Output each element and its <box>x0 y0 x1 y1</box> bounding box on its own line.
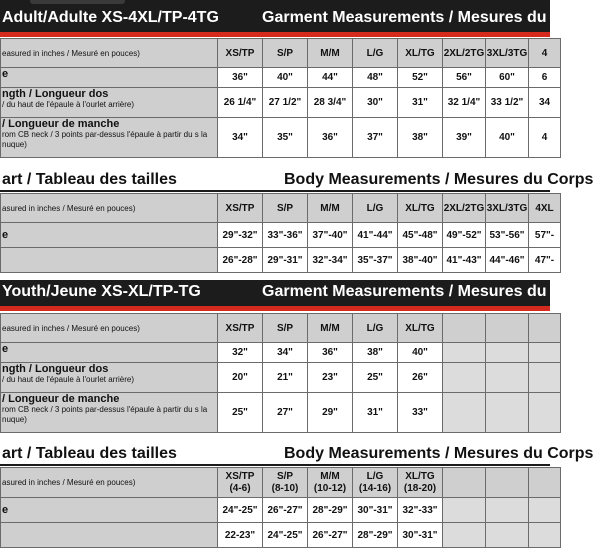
empty-cell <box>486 523 529 548</box>
empty-cell <box>443 498 486 523</box>
table-row <box>1 88 561 118</box>
youth-body-table <box>0 467 561 548</box>
empty-cell <box>443 468 486 498</box>
size-col-header: L/G <box>353 194 398 223</box>
table-row <box>1 118 561 158</box>
adult-body-size-header <box>1 194 561 223</box>
empty-cell <box>529 523 561 548</box>
table-cell: 23" <box>308 363 353 393</box>
table-cell: 45"-48" <box>398 223 443 248</box>
table-cell: 41"-44" <box>353 223 398 248</box>
empty-cell <box>529 314 561 343</box>
table-cell: 44"-46" <box>486 248 529 273</box>
size-col-header: L/G <box>353 39 398 68</box>
size-col-header: S/P <box>263 39 308 68</box>
table-cell: 32 1/4" <box>443 88 486 118</box>
section-rule <box>0 190 550 192</box>
table-cell: 30"-31" <box>353 498 398 523</box>
table-cell: 40" <box>263 68 308 88</box>
adult-garment-header <box>0 6 599 37</box>
youth-garment-subtitle: Garment Measurements / Mesures du Vêtem <box>262 283 599 300</box>
table-cell: 29"-32" <box>218 223 263 248</box>
empty-cell <box>486 498 529 523</box>
table-row <box>1 223 561 248</box>
table-cell: 26 1/4" <box>218 88 263 118</box>
row-label: e <box>2 504 9 516</box>
table-cell: 34 <box>529 88 561 118</box>
empty-cell <box>486 363 529 393</box>
age-range: (10-12) <box>313 482 347 494</box>
units-note: asured in inches / Mesuré en pouces) <box>1 194 218 223</box>
empty-cell <box>443 343 486 363</box>
table-cell: 34" <box>218 118 263 158</box>
table-cell: 33"-36" <box>263 223 308 248</box>
empty-cell <box>529 498 561 523</box>
size-col-header: 3XL/3TG <box>486 194 529 223</box>
table-cell: 39" <box>443 118 486 158</box>
table-row <box>1 523 561 548</box>
adult-garment-subtitle: Garment Measurements / Mesures du Vêtem <box>262 9 599 26</box>
age-range: (18-20) <box>403 482 437 494</box>
table-cell: 33" <box>398 393 443 433</box>
size-col-header: XS/TP <box>225 470 255 482</box>
table-cell: 26"-28" <box>218 248 263 273</box>
table-cell: 36" <box>308 118 353 158</box>
empty-cell <box>529 363 561 393</box>
table-row <box>1 343 561 363</box>
size-col-header: M/M <box>308 39 353 68</box>
size-col-header: S/P <box>276 470 294 482</box>
row-sublabel: rom CB neck / 3 points par-dessus l'épaule à partir du s la nuque) <box>2 405 208 424</box>
age-range: (4-6) <box>229 482 251 494</box>
units-note: asured in inches / Mesuré en pouces) <box>1 468 218 498</box>
size-col-header: XS/TP <box>218 314 263 343</box>
empty-cell <box>529 468 561 498</box>
row-sublabel: / du haut de l'épaule à l'ourlet arrière) <box>2 375 135 384</box>
table-cell: 27" <box>263 393 308 433</box>
row-label: e <box>2 343 9 355</box>
table-cell: 44" <box>308 68 353 88</box>
table-cell: 28"-29" <box>308 498 353 523</box>
empty-cell <box>443 363 486 393</box>
table-cell: 24"-25" <box>263 523 308 548</box>
table-cell: 28"-29" <box>353 523 398 548</box>
top-tab-decoration <box>30 0 125 4</box>
table-row <box>1 68 561 88</box>
table-cell: 33 1/2" <box>486 88 529 118</box>
adult-body-subtitle: Body Measurements / Mesures du Corps <box>284 171 594 188</box>
table-cell: 34" <box>263 343 308 363</box>
youth-body-size-header <box>1 468 561 498</box>
size-col-header: XS/TP <box>218 39 263 68</box>
size-col-header: 2XL/2TG <box>443 39 486 68</box>
size-col-header: S/P <box>263 194 308 223</box>
table-cell: 27 1/2" <box>263 88 308 118</box>
table-row <box>1 248 561 273</box>
section-rule <box>0 464 550 466</box>
table-cell: 31" <box>353 393 398 433</box>
table-row <box>1 363 561 393</box>
table-cell: 29" <box>308 393 353 433</box>
table-cell: 60" <box>486 68 529 88</box>
table-cell: 57"- <box>529 223 561 248</box>
row-label: / Longueur de manche <box>2 118 120 130</box>
row-label: e <box>2 229 9 241</box>
table-cell: 48" <box>353 68 398 88</box>
table-cell: 40" <box>486 118 529 158</box>
empty-cell <box>443 523 486 548</box>
youth-body-header <box>0 444 594 466</box>
size-col-header: L/G <box>366 470 384 482</box>
table-cell: 6 <box>529 68 561 88</box>
row-label: ngth / Longueur dos <box>2 88 109 100</box>
table-cell: 21" <box>263 363 308 393</box>
table-cell: 32"-34" <box>308 248 353 273</box>
youth-garment-title: Youth/Jeune XS-XL/TP-TG <box>2 283 201 300</box>
size-col-header: XS/TP <box>218 194 263 223</box>
table-cell: 25" <box>218 393 263 433</box>
empty-cell <box>443 314 486 343</box>
age-range: (14-16) <box>358 482 392 494</box>
table-row <box>1 393 561 433</box>
size-col-header: XL/TG <box>398 39 443 68</box>
size-col-header: 4XL <box>529 194 561 223</box>
table-cell: 38" <box>353 343 398 363</box>
size-col-header: M/M <box>308 314 353 343</box>
table-cell: 24"-25" <box>218 498 263 523</box>
table-cell: 26" <box>398 363 443 393</box>
table-cell: 37" <box>353 118 398 158</box>
youth-garment-header <box>0 280 599 311</box>
table-cell: 22-23" <box>218 523 263 548</box>
table-cell: 32" <box>218 343 263 363</box>
size-col-header: 2XL/2TG <box>443 194 486 223</box>
row-label: ngth / Longueur dos <box>2 363 109 375</box>
table-cell: 53"-56" <box>486 223 529 248</box>
empty-cell <box>529 393 561 433</box>
table-cell: 37"-40" <box>308 223 353 248</box>
size-col-header: 3XL/3TG <box>486 39 529 68</box>
size-col-header: M/M <box>308 194 353 223</box>
adult-body-table <box>0 193 561 273</box>
empty-cell <box>443 393 486 433</box>
adult-garment-table <box>0 38 561 158</box>
table-cell: 4 <box>529 118 561 158</box>
row-sublabel: rom CB neck / 3 points par-dessus l'épaule à partir du s la nuque) <box>2 130 208 149</box>
row-label: / Longueur de manche <box>2 393 120 405</box>
age-range: (8-10) <box>271 482 299 494</box>
table-cell: 35"-37" <box>353 248 398 273</box>
table-cell: 30" <box>353 88 398 118</box>
youth-garment-size-header <box>1 314 561 343</box>
units-note: easured in inches / Mesuré en pouces) <box>1 314 218 343</box>
table-row <box>1 498 561 523</box>
empty-cell <box>486 468 529 498</box>
row-sublabel: / du haut de l'épaule à l'ourlet arrière) <box>2 100 135 109</box>
table-cell: 35" <box>263 118 308 158</box>
adult-body-title: art / Tableau des tailles <box>2 171 177 188</box>
empty-cell <box>486 343 529 363</box>
adult-garment-size-header <box>1 39 561 68</box>
size-col-header: XL/TG <box>398 314 443 343</box>
row-label: e <box>2 68 9 80</box>
adult-garment-title: Adult/Adulte XS-4XL/TP-4TG <box>2 9 219 26</box>
table-cell: 26"-27" <box>308 523 353 548</box>
table-cell: 28 3/4" <box>308 88 353 118</box>
table-cell: 26"-27" <box>263 498 308 523</box>
table-cell: 38"-40" <box>398 248 443 273</box>
table-cell: 41"-43" <box>443 248 486 273</box>
table-cell: 40" <box>398 343 443 363</box>
table-cell: 30"-31" <box>398 523 443 548</box>
table-cell: 25" <box>353 363 398 393</box>
youth-body-title: art / Tableau des tailles <box>2 445 177 462</box>
units-note: easured in inches / Mesuré en pouces) <box>1 39 218 68</box>
table-cell: 31" <box>398 88 443 118</box>
size-col-header: S/P <box>263 314 308 343</box>
empty-cell <box>529 343 561 363</box>
empty-cell <box>486 393 529 433</box>
table-cell: 20" <box>218 363 263 393</box>
table-cell: 52" <box>398 68 443 88</box>
size-col-header: M/M <box>320 470 340 482</box>
size-col-header: XL/TG <box>398 194 443 223</box>
size-col-header: 4 <box>529 39 561 68</box>
table-cell: 36" <box>308 343 353 363</box>
youth-body-subtitle: Body Measurements / Mesures du Corps <box>284 445 594 462</box>
table-cell: 36" <box>218 68 263 88</box>
size-col-header: XL/TG <box>405 470 435 482</box>
youth-garment-table <box>0 313 561 433</box>
table-cell: 49"-52" <box>443 223 486 248</box>
table-cell: 38" <box>398 118 443 158</box>
empty-cell <box>486 314 529 343</box>
table-cell: 32"-33" <box>398 498 443 523</box>
table-cell: 56" <box>443 68 486 88</box>
adult-body-header <box>0 170 594 192</box>
size-col-header: L/G <box>353 314 398 343</box>
table-cell: 47"- <box>529 248 561 273</box>
table-cell: 29"-31" <box>263 248 308 273</box>
